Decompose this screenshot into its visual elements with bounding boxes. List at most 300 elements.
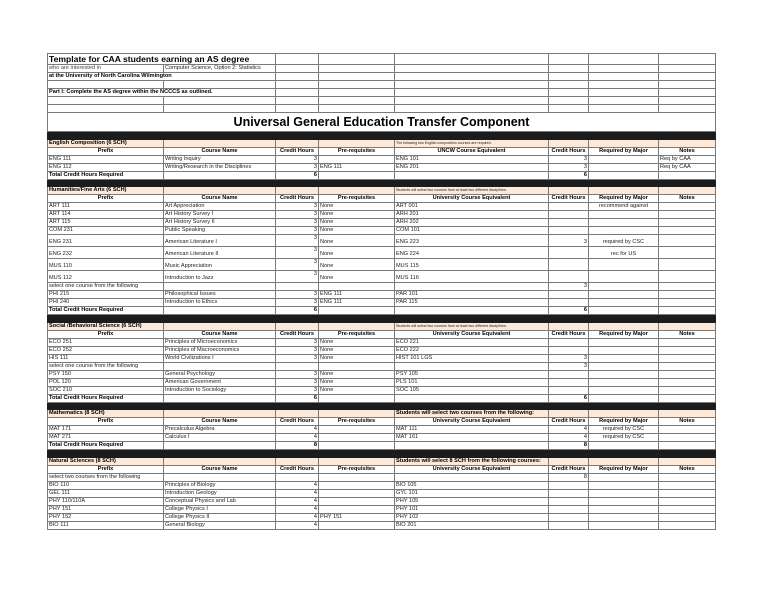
cell-university-credit-hours[interactable] xyxy=(549,378,589,386)
cell-prefix[interactable]: MAT 271 xyxy=(48,434,164,442)
cell-required-by-major[interactable] xyxy=(589,283,659,291)
cell-credit-hours[interactable] xyxy=(276,283,319,291)
cell-course-name[interactable]: General Biology xyxy=(164,521,276,529)
cell-university-equivalent[interactable] xyxy=(549,73,589,81)
cell-credit-hours[interactable]: 3 xyxy=(276,247,319,259)
cell-credit-hours[interactable] xyxy=(276,402,319,410)
cell-university-equivalent[interactable]: MUS 116 xyxy=(395,271,549,283)
cell-required-by-major[interactable] xyxy=(589,139,659,147)
cell-notes[interactable] xyxy=(659,187,716,195)
cell-prerequisites[interactable]: None xyxy=(319,271,395,283)
cell-university-credit-hours[interactable] xyxy=(549,219,589,227)
cell-prerequisites[interactable] xyxy=(319,394,395,402)
cell-notes[interactable]: Req by CAA xyxy=(659,155,716,163)
cell-credit-hours[interactable]: 4 xyxy=(276,513,319,521)
cell-university-equivalent[interactable] xyxy=(395,362,549,370)
cell-notes[interactable] xyxy=(659,442,716,450)
cell-required-by-major[interactable] xyxy=(589,489,659,497)
cell-course-name[interactable]: American Literature II xyxy=(164,247,276,259)
cell-university-credit-hours[interactable] xyxy=(549,132,589,140)
cell-prefix[interactable]: ECO 252 xyxy=(48,346,164,354)
cell-prerequisites[interactable] xyxy=(319,457,395,465)
cell-university-credit-hours[interactable] xyxy=(549,203,589,211)
cell-notes[interactable] xyxy=(659,65,716,73)
cell-prerequisites[interactable] xyxy=(319,65,395,73)
cell-credit-hours[interactable]: 3 xyxy=(276,386,319,394)
cell-university-credit-hours[interactable]: Credit Hours xyxy=(549,195,589,203)
cell-credit-hours[interactable] xyxy=(276,81,319,89)
cell-required-by-major[interactable] xyxy=(589,497,659,505)
cell-required-by-major[interactable] xyxy=(589,362,659,370)
cell-required-by-major[interactable]: Required by Major xyxy=(589,147,659,155)
cell-university-equivalent[interactable]: PHY 101 xyxy=(395,505,549,513)
cell-required-by-major[interactable] xyxy=(589,155,659,163)
cell-notes[interactable] xyxy=(659,426,716,434)
cell-course-name[interactable] xyxy=(164,315,276,323)
cell-notes[interactable] xyxy=(659,235,716,247)
cell-notes[interactable]: Notes xyxy=(659,195,716,203)
cell-prefix[interactable]: ENG 111 xyxy=(48,155,164,163)
cell-university-equivalent[interactable]: MAT 111 xyxy=(395,426,549,434)
cell-university-equivalent[interactable]: PAR 101 xyxy=(395,291,549,299)
cell-university-credit-hours[interactable]: 3 xyxy=(549,362,589,370)
cell-notes[interactable]: Req by CAA xyxy=(659,163,716,171)
cell-required-by-major[interactable]: rec for US xyxy=(589,247,659,259)
cell-prefix[interactable]: Total Credit Hours Required xyxy=(48,394,164,402)
cell-university-equivalent[interactable]: University Course Equivalent xyxy=(395,330,549,338)
cell-required-by-major[interactable] xyxy=(659,89,716,97)
cell-notes[interactable] xyxy=(659,211,716,219)
cell-university-credit-hours[interactable] xyxy=(549,513,589,521)
cell-university-credit-hours[interactable] xyxy=(549,187,589,195)
cell-required-by-major[interactable] xyxy=(589,219,659,227)
cell-prefix[interactable]: Total Credit Hours Required xyxy=(48,171,164,179)
cell-credit-hours[interactable] xyxy=(276,457,319,465)
cell-university-credit-hours[interactable] xyxy=(549,322,589,330)
cell-university-credit-hours[interactable]: 8 xyxy=(549,473,589,481)
cell-credit-hours[interactable]: 4 xyxy=(276,481,319,489)
cell-required-by-major[interactable] xyxy=(589,370,659,378)
cell-university-credit-hours[interactable]: 6 xyxy=(549,307,589,315)
cell-course-name[interactable] xyxy=(164,81,276,89)
cell-university-credit-hours[interactable] xyxy=(589,89,659,97)
cell-university-credit-hours[interactable]: 8 xyxy=(549,442,589,450)
cell-required-by-major[interactable] xyxy=(589,211,659,219)
cell-notes[interactable] xyxy=(659,179,716,187)
cell-notes[interactable] xyxy=(659,346,716,354)
cell-prefix[interactable]: HIS 111 xyxy=(48,354,164,362)
cell-university-equivalent[interactable]: PAR 115 xyxy=(395,299,549,307)
cell-university-equivalent[interactable]: PHY 105 xyxy=(395,497,549,505)
cell-required-by-major[interactable] xyxy=(589,481,659,489)
cell-university-equivalent[interactable] xyxy=(395,97,549,105)
cell-university-credit-hours[interactable] xyxy=(549,410,589,418)
cell-university-credit-hours[interactable] xyxy=(549,489,589,497)
cell-required-by-major[interactable] xyxy=(589,378,659,386)
cell-prefix[interactable]: Mathematics (8 SCH) xyxy=(48,410,164,418)
cell-required-by-major[interactable] xyxy=(589,132,659,140)
cell-prerequisites[interactable] xyxy=(319,410,395,418)
cell-university-equivalent[interactable] xyxy=(395,132,549,140)
cell-prerequisites[interactable]: None xyxy=(319,338,395,346)
cell-credit-hours[interactable]: 6 xyxy=(276,307,319,315)
cell-required-by-major[interactable]: Required by Major xyxy=(589,418,659,426)
cell-prefix[interactable]: Total Credit Hours Required xyxy=(48,307,164,315)
cell-notes[interactable] xyxy=(659,513,716,521)
cell-course-name[interactable] xyxy=(164,105,276,113)
cell-course-name[interactable]: Art History Survey II xyxy=(164,219,276,227)
cell-prefix[interactable]: Social /Behavioral Science (6 SCH) xyxy=(48,322,164,330)
cell-university-credit-hours[interactable] xyxy=(549,105,589,113)
cell-credit-hours[interactable]: 4 xyxy=(276,521,319,529)
cell-university-equivalent[interactable] xyxy=(395,171,549,179)
cell-university-equivalent[interactable]: SOC 105 xyxy=(395,386,549,394)
cell-notes[interactable] xyxy=(659,271,716,283)
cell-prerequisites[interactable]: Pre-requisites xyxy=(319,330,395,338)
cell-university-credit-hours[interactable] xyxy=(549,481,589,489)
cell-university-equivalent[interactable]: ECO 221 xyxy=(395,338,549,346)
cell-university-equivalent[interactable]: BIO 201 xyxy=(395,521,549,529)
cell-credit-hours[interactable]: 3 xyxy=(276,235,319,247)
cell-required-by-major[interactable] xyxy=(589,171,659,179)
cell-prerequisites[interactable] xyxy=(319,481,395,489)
cell-course-name[interactable] xyxy=(164,362,276,370)
cell-required-by-major[interactable]: required by CSC xyxy=(589,434,659,442)
cell-notes[interactable] xyxy=(659,386,716,394)
cell-notes[interactable] xyxy=(659,394,716,402)
cell-prerequisites[interactable]: ENG 111 xyxy=(319,299,395,307)
cell-prerequisites[interactable]: None xyxy=(319,219,395,227)
cell-course-name[interactable]: Principles of Macroeconomics xyxy=(164,346,276,354)
cell-university-equivalent[interactable]: ENG 223 xyxy=(395,235,549,247)
cell-course-name[interactable] xyxy=(276,73,319,81)
cell-university-credit-hours[interactable] xyxy=(549,227,589,235)
cell-credit-hours[interactable]: 3 xyxy=(276,163,319,171)
cell-course-name[interactable] xyxy=(164,283,276,291)
cell-university-equivalent[interactable]: HIST 101 LGS xyxy=(395,354,549,362)
cell-notes[interactable] xyxy=(659,105,716,113)
cell-credit-hours[interactable] xyxy=(276,187,319,195)
cell-university-equivalent[interactable] xyxy=(395,442,549,450)
cell-course-name[interactable]: Music Appreciation xyxy=(164,259,276,271)
cell-prefix[interactable]: ART 111 xyxy=(48,203,164,211)
cell-required-by-major[interactable] xyxy=(589,315,659,323)
cell-credit-hours[interactable]: 3 xyxy=(276,299,319,307)
cell-notes[interactable] xyxy=(659,139,716,147)
cell-prerequisites[interactable]: None xyxy=(319,386,395,394)
cell-notes[interactable] xyxy=(659,247,716,259)
cell-university-equivalent[interactable] xyxy=(395,473,549,481)
cell-prerequisites[interactable] xyxy=(319,97,395,105)
cell-prerequisites[interactable]: Pre-requisites xyxy=(319,195,395,203)
cell-university-credit-hours[interactable]: Credit Hours xyxy=(549,330,589,338)
cell-credit-hours[interactable]: Credit Hours xyxy=(276,330,319,338)
cell-university-equivalent[interactable]: ENG 201 xyxy=(395,163,549,171)
cell-prerequisites[interactable]: PHY 151 xyxy=(319,513,395,521)
cell-university-credit-hours[interactable] xyxy=(549,450,589,458)
cell-university-equivalent[interactable] xyxy=(395,394,549,402)
cell-prefix[interactable]: ECO 251 xyxy=(48,338,164,346)
cell-notes[interactable] xyxy=(659,362,716,370)
cell-university-credit-hours[interactable] xyxy=(549,346,589,354)
cell-required-by-major[interactable] xyxy=(589,81,659,89)
cell-university-credit-hours[interactable] xyxy=(549,370,589,378)
cell-prerequisites[interactable] xyxy=(319,81,395,89)
cell-credit-hours[interactable]: 3 xyxy=(276,219,319,227)
cell-prefix[interactable]: Universal General Education Transfer Component xyxy=(48,113,716,132)
cell-credit-hours[interactable]: 4 xyxy=(276,489,319,497)
cell-notes[interactable] xyxy=(659,283,716,291)
cell-university-credit-hours[interactable] xyxy=(549,315,589,323)
cell-notes[interactable] xyxy=(659,219,716,227)
cell-required-by-major[interactable] xyxy=(589,410,659,418)
cell-prerequisites[interactable] xyxy=(319,362,395,370)
cell-course-name[interactable]: American Government xyxy=(164,378,276,386)
cell-course-name[interactable]: Conceptual Physics and Lab xyxy=(164,497,276,505)
cell-prerequisites[interactable] xyxy=(319,139,395,147)
cell-prefix[interactable]: Part I: Complete the AS degree within the NCCCS as outlined. xyxy=(48,89,276,97)
cell-notes[interactable] xyxy=(659,338,716,346)
cell-course-name[interactable]: Course Name xyxy=(164,418,276,426)
cell-prefix[interactable]: who are interested in xyxy=(48,65,164,73)
cell-credit-hours[interactable] xyxy=(319,89,395,97)
cell-credit-hours[interactable] xyxy=(319,73,395,81)
cell-prerequisites[interactable]: None xyxy=(319,203,395,211)
cell-university-credit-hours[interactable]: Credit Hours xyxy=(549,147,589,155)
cell-university-equivalent[interactable]: UNCW Course Equivalent xyxy=(395,147,549,155)
cell-notes[interactable]: Notes xyxy=(659,418,716,426)
cell-required-by-major[interactable] xyxy=(589,394,659,402)
cell-prefix[interactable]: PHI 215 xyxy=(48,291,164,299)
cell-course-name[interactable]: Course Name xyxy=(164,147,276,155)
cell-university-equivalent[interactable] xyxy=(549,89,589,97)
cell-required-by-major[interactable] xyxy=(589,338,659,346)
cell-notes[interactable] xyxy=(659,315,716,323)
cell-prefix[interactable]: Prefix xyxy=(48,418,164,426)
cell-prefix[interactable]: select one course from the following xyxy=(48,283,164,291)
cell-prerequisites[interactable] xyxy=(319,187,395,195)
cell-university-credit-hours[interactable] xyxy=(549,81,589,89)
cell-required-by-major[interactable]: Required by Major xyxy=(589,330,659,338)
cell-prefix[interactable]: Natural Sciences (8 SCH) xyxy=(48,457,164,465)
cell-course-name[interactable] xyxy=(276,54,319,65)
cell-credit-hours[interactable]: 3 xyxy=(276,155,319,163)
cell-university-equivalent[interactable]: Students will select two courses from at least two different disciplines: xyxy=(395,187,549,195)
cell-university-equivalent[interactable]: ARH 202 xyxy=(395,219,549,227)
cell-course-name[interactable]: Philosophical Issues xyxy=(164,291,276,299)
cell-required-by-major[interactable] xyxy=(589,299,659,307)
cell-university-credit-hours[interactable] xyxy=(549,259,589,271)
cell-credit-hours[interactable]: 3 xyxy=(276,291,319,299)
cell-prerequisites[interactable] xyxy=(395,89,549,97)
cell-prefix[interactable]: Prefix xyxy=(48,465,164,473)
cell-credit-hours[interactable] xyxy=(276,473,319,481)
cell-notes[interactable] xyxy=(659,370,716,378)
cell-course-name[interactable] xyxy=(164,139,276,147)
cell-credit-hours[interactable]: Credit Hours xyxy=(276,465,319,473)
cell-credit-hours[interactable]: 8 xyxy=(276,442,319,450)
cell-university-equivalent[interactable] xyxy=(395,402,549,410)
cell-course-name[interactable]: Introduction Geology xyxy=(164,489,276,497)
cell-course-name[interactable]: Art Appreciation xyxy=(164,203,276,211)
cell-prefix[interactable]: PHY 110/110A xyxy=(48,497,164,505)
cell-credit-hours[interactable]: 4 xyxy=(276,426,319,434)
cell-prerequisites[interactable] xyxy=(319,497,395,505)
cell-course-name[interactable] xyxy=(276,89,319,97)
cell-university-equivalent[interactable] xyxy=(395,283,549,291)
cell-prefix[interactable]: Prefix xyxy=(48,330,164,338)
cell-credit-hours[interactable] xyxy=(276,97,319,105)
cell-university-credit-hours[interactable] xyxy=(549,247,589,259)
cell-university-credit-hours[interactable] xyxy=(549,291,589,299)
cell-university-equivalent[interactable]: University Course Equivalent xyxy=(395,465,549,473)
cell-university-equivalent[interactable]: Students will select two courses from at least two different disciplines: xyxy=(395,322,549,330)
cell-required-by-major[interactable] xyxy=(659,54,716,65)
cell-course-name[interactable]: Course Name xyxy=(164,465,276,473)
cell-notes[interactable] xyxy=(659,81,716,89)
cell-prefix[interactable]: Total Credit Hours Required xyxy=(48,442,164,450)
cell-prerequisites[interactable] xyxy=(319,179,395,187)
cell-credit-hours[interactable]: 4 xyxy=(276,505,319,513)
cell-prerequisites[interactable]: Pre-requisites xyxy=(319,465,395,473)
cell-notes[interactable] xyxy=(659,450,716,458)
cell-course-name[interactable] xyxy=(164,179,276,187)
cell-required-by-major[interactable]: required by CSC xyxy=(589,235,659,247)
cell-notes[interactable] xyxy=(659,97,716,105)
cell-required-by-major[interactable]: recommend against xyxy=(589,203,659,211)
cell-notes[interactable] xyxy=(659,481,716,489)
cell-credit-hours[interactable] xyxy=(276,65,319,73)
cell-required-by-major[interactable] xyxy=(589,259,659,271)
cell-university-credit-hours[interactable]: 3 xyxy=(549,283,589,291)
cell-course-name[interactable]: Principles of Microeconomics xyxy=(164,338,276,346)
cell-university-credit-hours[interactable]: Credit Hours xyxy=(549,465,589,473)
cell-course-name[interactable]: College Physics I xyxy=(164,505,276,513)
cell-university-credit-hours[interactable] xyxy=(589,54,659,65)
cell-notes[interactable] xyxy=(659,291,716,299)
cell-credit-hours[interactable]: 3 xyxy=(276,211,319,219)
cell-university-equivalent[interactable] xyxy=(395,307,549,315)
cell-required-by-major[interactable] xyxy=(589,505,659,513)
cell-credit-hours[interactable] xyxy=(319,54,395,65)
cell-required-by-major[interactable] xyxy=(659,73,716,81)
cell-university-credit-hours[interactable] xyxy=(549,402,589,410)
cell-course-name[interactable] xyxy=(164,187,276,195)
cell-prerequisites[interactable] xyxy=(319,442,395,450)
cell-credit-hours[interactable]: Credit Hours xyxy=(276,147,319,155)
cell-credit-hours[interactable]: 3 xyxy=(276,354,319,362)
cell-required-by-major[interactable] xyxy=(589,402,659,410)
cell-course-name[interactable]: Writing/Research in the Disciplines xyxy=(164,163,276,171)
cell-notes[interactable]: Notes xyxy=(659,465,716,473)
cell-prerequisites[interactable] xyxy=(319,434,395,442)
cell-required-by-major[interactable] xyxy=(589,442,659,450)
cell-prefix[interactable]: ART 114 xyxy=(48,211,164,219)
cell-prerequisites[interactable]: None xyxy=(319,235,395,247)
cell-prerequisites[interactable]: None xyxy=(319,247,395,259)
cell-university-equivalent[interactable] xyxy=(395,105,549,113)
cell-course-name[interactable]: Calculus I xyxy=(164,434,276,442)
cell-course-name[interactable]: Art History Survey I xyxy=(164,211,276,219)
cell-notes[interactable]: Notes xyxy=(659,330,716,338)
cell-required-by-major[interactable] xyxy=(589,354,659,362)
cell-notes[interactable] xyxy=(659,227,716,235)
cell-course-name[interactable]: Writing Inquiry xyxy=(164,155,276,163)
cell-notes[interactable] xyxy=(659,410,716,418)
cell-credit-hours[interactable] xyxy=(276,315,319,323)
cell-credit-hours[interactable]: Credit Hours xyxy=(276,195,319,203)
cell-university-credit-hours[interactable] xyxy=(549,497,589,505)
cell-prefix[interactable]: select two courses from the following xyxy=(48,473,164,481)
cell-university-equivalent[interactable]: Students will select two courses from the following: xyxy=(395,410,549,418)
cell-university-credit-hours[interactable]: 6 xyxy=(549,394,589,402)
cell-credit-hours[interactable]: 3 xyxy=(276,370,319,378)
cell-prerequisites[interactable]: None xyxy=(319,211,395,219)
cell-required-by-major[interactable] xyxy=(589,346,659,354)
cell-prefix[interactable]: Prefix xyxy=(48,147,164,155)
cell-required-by-major[interactable] xyxy=(589,450,659,458)
cell-course-name[interactable]: Precalculus Algebra xyxy=(164,426,276,434)
cell-university-credit-hours[interactable]: 4 xyxy=(549,426,589,434)
cell-required-by-major[interactable] xyxy=(589,386,659,394)
cell-prefix[interactable] xyxy=(48,132,164,140)
cell-notes[interactable] xyxy=(659,203,716,211)
cell-required-by-major[interactable] xyxy=(589,97,659,105)
cell-course-name[interactable] xyxy=(164,450,276,458)
cell-university-equivalent[interactable]: University Course Equivalent xyxy=(395,418,549,426)
cell-course-name[interactable]: Introduction to Ethics xyxy=(164,299,276,307)
cell-university-equivalent[interactable]: GYL 101 xyxy=(395,489,549,497)
cell-university-credit-hours[interactable] xyxy=(549,139,589,147)
cell-required-by-major[interactable] xyxy=(589,521,659,529)
cell-prefix[interactable]: ENG 232 xyxy=(48,247,164,259)
cell-university-equivalent[interactable]: The following two English composition courses are required. xyxy=(395,139,549,147)
cell-required-by-major[interactable] xyxy=(589,307,659,315)
cell-university-equivalent[interactable]: ART 001 xyxy=(395,203,549,211)
cell-university-equivalent[interactable] xyxy=(395,450,549,458)
cell-university-equivalent[interactable]: ENG 101 xyxy=(395,155,549,163)
cell-prefix[interactable]: MUS 112 xyxy=(48,271,164,283)
cell-prefix[interactable] xyxy=(48,179,164,187)
cell-prefix[interactable]: MUS 110 xyxy=(48,259,164,271)
cell-university-credit-hours[interactable] xyxy=(549,299,589,307)
cell-required-by-major[interactable] xyxy=(589,227,659,235)
cell-prefix[interactable]: PSY 150 xyxy=(48,370,164,378)
cell-credit-hours[interactable] xyxy=(276,139,319,147)
cell-course-name[interactable]: Principles of Biology xyxy=(164,481,276,489)
cell-prefix[interactable]: BIO 111 xyxy=(48,521,164,529)
cell-prerequisites[interactable] xyxy=(319,505,395,513)
cell-required-by-major[interactable]: required by CSC xyxy=(589,426,659,434)
cell-course-name[interactable] xyxy=(164,97,276,105)
cell-university-equivalent[interactable]: ARH 201 xyxy=(395,211,549,219)
cell-prefix[interactable]: PHI 240 xyxy=(48,299,164,307)
cell-prerequisites[interactable]: None xyxy=(319,378,395,386)
cell-required-by-major[interactable] xyxy=(589,457,659,465)
cell-university-credit-hours[interactable] xyxy=(589,73,659,81)
cell-prefix[interactable] xyxy=(48,450,164,458)
cell-prefix[interactable]: select one course from the following xyxy=(48,362,164,370)
cell-credit-hours[interactable]: 6 xyxy=(276,394,319,402)
cell-prerequisites[interactable] xyxy=(319,426,395,434)
cell-credit-hours[interactable]: 3 xyxy=(276,271,319,283)
cell-credit-hours[interactable] xyxy=(276,105,319,113)
cell-prefix[interactable]: POL 120 xyxy=(48,378,164,386)
cell-course-name[interactable] xyxy=(164,132,276,140)
cell-university-equivalent[interactable] xyxy=(395,81,549,89)
cell-university-credit-hours[interactable] xyxy=(549,505,589,513)
cell-credit-hours[interactable]: 3 xyxy=(276,338,319,346)
